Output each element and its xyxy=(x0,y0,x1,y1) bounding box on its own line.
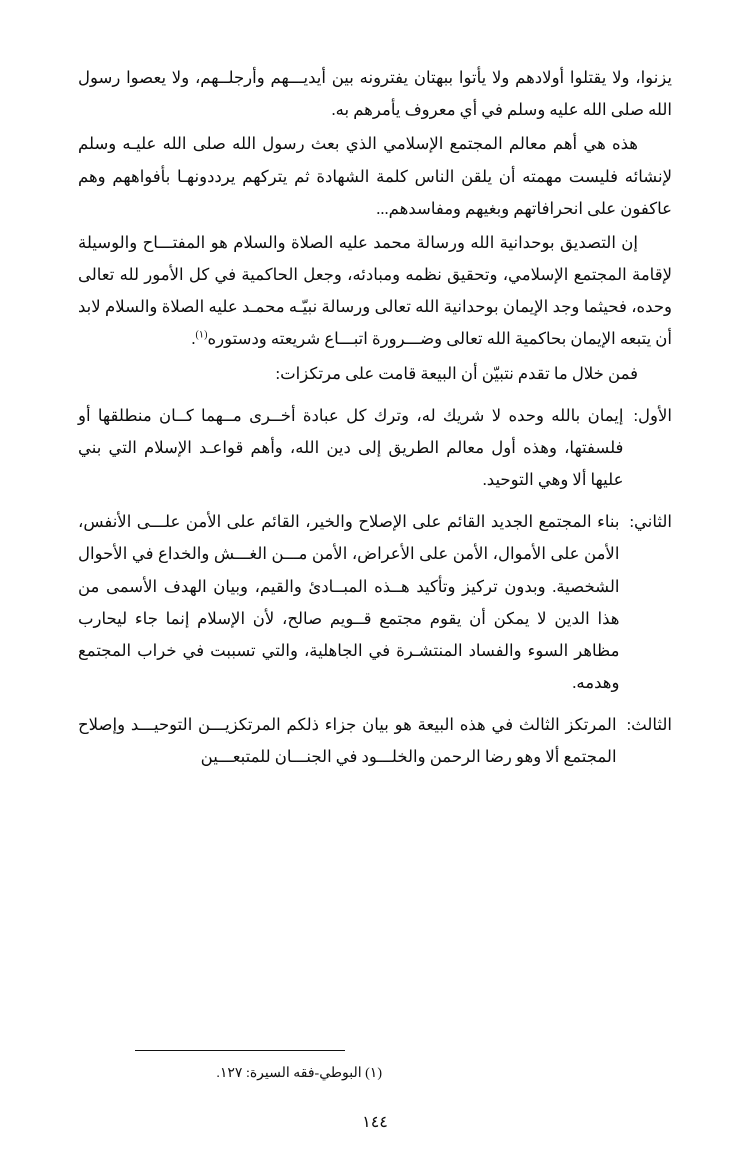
paragraph-3: إن التصديق بوحدانية الله ورسالة محمد عليه الصلاة والسلام هو المفتـــاح والوسيلة لإقامة المجتمع الإسلامي، وتحقيق نظمه ومبادئه، وجعل الحاكمية في كل الأمور لله تعالى وحده، فحيثما وجد الإيمان بوحدانية الله تعالى ورسالة نبيّـه محمـد عليه الصلاة والسلام لابد أن يتبعه الإيمان بحاكمية الله تعالى وضـــرورة اتبـــاع شريعته ودستوره$^{(١)}$. xyxy=(78,232,672,349)
footnote-text: (١) البوطي-فقه السيرة: ١٢٧. xyxy=(216,1065,382,1081)
paragraph-4: فمن خلال ما تقدم نتبيّن أن البيعة قامت على مرتكزات: xyxy=(275,363,638,383)
page-number: ١٤٤ xyxy=(362,1114,388,1131)
list-item-text: إيمان بالله وحده لا شريك له، وترك كل عبادة أخــرى مــهما كــان منطلقها أو فلسفتها، وهذه أول معالم الطريق إلى دين الله، وأهم قواعـد الإسلام التي بني عليها ألا وهي التوحيد. xyxy=(78,405,624,490)
list-item xyxy=(78,709,672,773)
list-item-label: الأول: xyxy=(633,405,672,425)
footnote-separator-wrap xyxy=(78,1050,672,1061)
paragraph-1: يزنوا، ولا يقتلوا أولادهم ولا يأتوا ببهتان يفترونه بين أيديـــهم وأرجلــهم، ولا يعصوا رسول الله صلى الله عليه وسلم في أي معروف يأمرهم به. xyxy=(78,68,672,120)
list-item xyxy=(78,400,672,497)
footnote-reference: (١) xyxy=(195,329,208,341)
paragraph-2: هذه هي أهم معالم المجتمع الإسلامي الذي بعث رسول الله صلى الله عليـه وسلم لإنشائه فليست مهمته أن يلقن الناس كلمة الشهادة ثم يتركهم يرددونهـا بأفواههم وهم عاكفون على انحرافاتهم وبغيهم ومفاسدهم... xyxy=(78,134,672,218)
footnote-separator xyxy=(135,1050,345,1051)
list-item-text: بناء المجتمع الجديد القائم على الإصلاح والخير، القائم على الأمن علـــى الأنفس، الأمن على الأموال، الأمن على الأعراض، الأمن مـــن الغـــش والخداع في الأحوال الشخصية. وبدون تركيز وتأكيد هــذه المبــادئ والقيم، وبيان الهدف الأسمى من هذا الدين لا يمكن أن يقوم مجتمع قــويم صالح، لأن الإسلام إنما جاء ليحارب مظاهر السوء والفساد المنتشـرة في الجاهلية، والتي تسببت في خراب المجتمع وهدمه. xyxy=(78,512,620,693)
list-item xyxy=(78,506,672,699)
list-item-label: الثالث: xyxy=(626,715,672,735)
page-whitespace xyxy=(78,776,672,872)
list-item-text: المرتكز الثالث في هذه البيعة هو بيان جزاء ذلكم المرتكزيـــن التوحيـــد وإصلاح المجتمع ألا وهو رضا الرحمن والخلـــود في الجنـــان للمتبعـــين xyxy=(78,715,617,767)
list-item-label: الثاني: xyxy=(629,512,672,532)
footnote-area xyxy=(78,1050,672,1086)
page-body xyxy=(78,62,672,872)
paragraph-3-text: إن التصديق بوحدانية الله ورسالة محمد عليه الصلاة والسلام هو المفتـــاح والوسيلة لإقامة المجتمع الإسلامي، وتحقيق نظمه ومبادئه، وجعل الحاكمية في كل الأمور لله تعالى وحده، فحيثما وجد الإيمان بوحدانية الله تعالى ورسالة نبيّـه محمـد عليه الصلاة والسلام لابد أن يتبعه الإيمان بحاكمية الله تعالى وضـــرورة اتبـــاع شريعته ودستوره xyxy=(78,232,672,349)
